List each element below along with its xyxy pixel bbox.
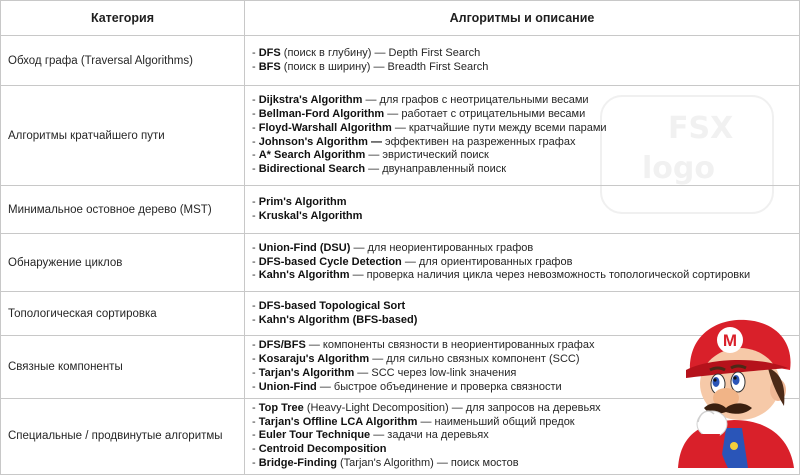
algorithm-item: - Top Tree (Heavy-Light Decomposition) — для запросов на деревьях (252, 401, 601, 414)
algorithm-name: DFS/BFS (258, 339, 306, 351)
algorithm-name: Kruskal's Algorithm (258, 209, 363, 222)
algorithm-description: — быстрое объединение и проверка связности (316, 380, 562, 393)
algorithm-name: Prim's Algorithm (258, 195, 347, 208)
algorithm-item: - Kahn's Algorithm — проверка наличия цикла через невозможность топологической сортировки (252, 269, 751, 282)
algorithm-item: - Prim's Algorithm (252, 195, 347, 208)
algorithm-description: (поиск в глубину) — Depth First Search (280, 46, 481, 59)
table-row (1, 86, 800, 186)
mario-thinking-illustration (668, 312, 800, 468)
svg-text:M: M (722, 331, 738, 350)
algorithm-description: эффективен на разреженных графах (381, 135, 576, 148)
algorithm-item: - Tarjan's Algorithm — SCC через low-link значения (252, 366, 517, 379)
algorithm-item: - Bridge-Finding (Tarjan's Algorithm) — поиск мостов (252, 457, 519, 470)
algorithm-item: - DFS/BFS — компоненты связности в неориентированных графах (252, 339, 595, 351)
algorithm-name: Dijkstra's Algorithm (258, 93, 363, 106)
algorithm-item: - DFS-based Cycle Detection — для ориентированных графов (252, 255, 573, 268)
category-cell: Обнаружение циклов (1, 234, 245, 292)
algorithm-description: — для неориентированных графов (350, 241, 534, 254)
category-cell: Алгоритмы кратчайшего пути (1, 86, 245, 186)
category-cell: Топологическая сортировка (1, 292, 245, 336)
algorithm-item: - Kahn's Algorithm (BFS-based) (252, 313, 418, 326)
algorithm-item: - Union-Find — быстрое объединение и проверка связности (252, 380, 562, 393)
algorithm-name: Bidirectional Search (258, 163, 366, 176)
algorithm-name: BFS (258, 60, 281, 73)
algorithm-item: - Bidirectional Search — двунаправленный поиск (252, 163, 507, 176)
algorithm-item: - Dijkstra's Algorithm — для графов с неотрицательными весами (252, 93, 589, 106)
algorithm-name: Tarjan's Offline LCA Algorithm (258, 415, 418, 428)
algorithm-name: DFS-based Cycle Detection (258, 255, 402, 268)
algorithms-cell (245, 36, 800, 86)
table-header-row (1, 1, 800, 36)
category-cell: Обход графа (Traversal Algorithms) (1, 36, 245, 86)
algorithm-item: - Johnson's Algorithm — эффективен на разреженных графах (252, 135, 576, 148)
algorithm-description: (поиск в ширину) — Breadth First Search (280, 60, 489, 73)
algorithm-item: - A* Search Algorithm — эвристический поиск (252, 149, 489, 162)
algorithm-item: - DFS-based Topological Sort (252, 299, 406, 312)
algorithm-item: - Centroid Decomposition (252, 443, 387, 456)
algorithm-description: — наименьший общий предок (417, 415, 575, 428)
algorithm-name: Tarjan's Algorithm (258, 366, 355, 379)
algorithm-description: — эвристический поиск (365, 149, 489, 162)
algorithm-name: Union-Find (DSU) (258, 241, 351, 254)
algorithm-name: Centroid Decomposition (258, 443, 387, 456)
algorithm-description: — двунаправленный поиск (365, 163, 507, 176)
algorithm-name: Euler Tour Technique (258, 429, 371, 442)
algorithm-item: - BFS (поиск в ширину) — Breadth First Search (252, 60, 489, 73)
header-algorithms: Алгоритмы и описание (245, 1, 800, 36)
algorithms-cell (245, 86, 800, 186)
category-cell: Специальные / продвинутые алгоритмы (1, 398, 245, 475)
algorithm-description: — SCC через low-link значения (354, 366, 517, 379)
algorithm-item: - Kruskal's Algorithm (252, 209, 363, 222)
algorithm-description: — компоненты связности в неориентированных графах (305, 339, 595, 351)
algorithm-name: Kahn's Algorithm (258, 269, 350, 282)
algorithm-description: (Tarjan's Algorithm) — поиск мостов (336, 457, 519, 470)
table-row (1, 186, 800, 234)
algorithm-item: - DFS (поиск в глубину) — Depth First Search (252, 46, 481, 59)
algorithm-name: Kosaraju's Algorithm (258, 352, 370, 365)
header-category: Категория (1, 1, 245, 36)
algorithm-item: - Kosaraju's Algorithm — для сильно связных компонент (SCC) (252, 352, 580, 365)
table-row (1, 234, 800, 292)
algorithm-item: - Bellman-Ford Algorithm — работает с отрицательными весами (252, 107, 586, 120)
algorithm-item: - Euler Tour Technique — задачи на деревьях (252, 429, 489, 442)
algorithm-name: A* Search Algorithm (258, 149, 366, 162)
category-cell: Связные компоненты (1, 336, 245, 399)
algorithm-name: DFS (258, 46, 281, 59)
algorithm-name: Floyd-Warshall Algorithm (258, 121, 392, 134)
algorithm-name: DFS-based Topological Sort (258, 299, 406, 312)
algorithms-cell (245, 186, 800, 234)
algorithm-description: — для ориентированных графов (401, 255, 573, 268)
algorithm-description: (Heavy-Light Decomposition) — для запросов на деревьях (303, 401, 601, 414)
watermark-logo: FSX logo (600, 95, 774, 214)
category-cell: Минимальное остовное дерево (MST) (1, 186, 245, 234)
algorithm-item: - Tarjan's Offline LCA Algorithm — наименьший общий предок (252, 415, 575, 428)
algorithm-name: Johnson's Algorithm — (258, 135, 382, 148)
algorithm-item: - Union-Find (DSU) — для неориентированных графов (252, 241, 534, 254)
algorithm-name: Bellman-Ford Algorithm (258, 107, 385, 120)
algorithm-description: — проверка наличия цикла через невозможность топологической сортировки (349, 269, 751, 282)
algorithm-name: Bridge-Finding (258, 457, 337, 470)
algorithm-name: Kahn's Algorithm (BFS-based) (258, 313, 418, 326)
algorithm-item: - Floyd-Warshall Algorithm — кратчайшие пути между всеми парами (252, 121, 607, 134)
algorithm-name: Union-Find (258, 380, 317, 393)
algorithm-description: — работает с отрицательными весами (384, 107, 586, 120)
algorithm-description: — для сильно связных компонент (SCC) (369, 352, 580, 365)
algorithm-description: — кратчайшие пути между всеми парами (391, 121, 607, 134)
algorithm-description: — для графов с неотрицательными весами (362, 93, 589, 106)
table-row (1, 36, 800, 86)
algorithm-name: Top Tree (258, 401, 304, 414)
algorithm-description: — задачи на деревьях (370, 429, 489, 442)
algorithms-cell (245, 234, 800, 292)
